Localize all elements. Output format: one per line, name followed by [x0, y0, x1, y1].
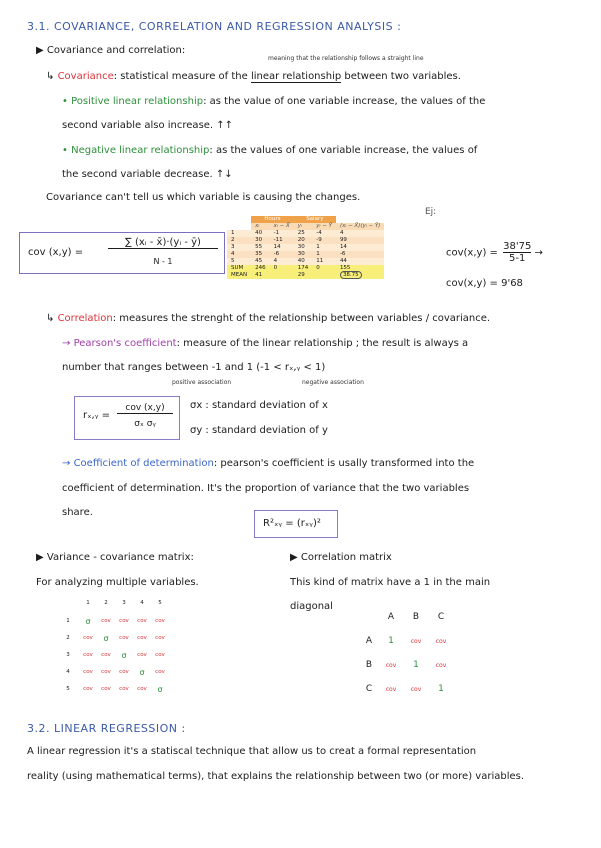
arrow-bullet-icon: → — [62, 338, 71, 349]
table-cell: -4 — [312, 230, 336, 237]
matrix-cell: σ — [85, 617, 91, 626]
pearson-label: Pearson's coefficient — [73, 338, 177, 349]
col-header: (xᵢ − X̄)(yᵢ − Ȳ) — [336, 223, 384, 230]
table-cell: 30 — [294, 251, 313, 258]
matrix-cell: 1 — [438, 684, 444, 694]
matrix-cell: σ — [103, 634, 109, 643]
table-cell: 99 — [336, 237, 384, 244]
correlation-def: : measures the strenght of the relationship between variables / covariance. — [112, 313, 491, 324]
pearson-lhs: rₓ,ᵧ = — [83, 410, 111, 421]
table-cell: 246 — [251, 265, 270, 272]
negative-relationship-line1 — [62, 145, 477, 156]
table-cell: 55 — [251, 244, 270, 251]
matrix-cell: cov — [137, 618, 147, 624]
determination-line2: coefficient of determination. It's the proportion of variance that the two variables — [62, 483, 470, 494]
hours-header: Hours — [251, 216, 294, 223]
triangle-bullet-icon: ▶ — [36, 45, 44, 56]
correlation-matrix-title — [290, 552, 392, 563]
table-cell: -11 — [270, 237, 294, 244]
matrix-cell: σ — [157, 685, 163, 694]
table-row — [227, 258, 384, 265]
correlation-matrix-text-2: diagonal — [290, 601, 333, 612]
table-cell: 40 — [294, 258, 313, 265]
positive-association-note: negative association — [302, 379, 364, 386]
table-cell: 0 — [270, 265, 294, 272]
table-cell: 40 — [251, 230, 270, 237]
col-header: xᵢ — [251, 223, 270, 230]
return-arrow-icon: ↳ — [46, 71, 55, 82]
cm-title-text: Correlation matrix — [300, 552, 392, 563]
bullet-covariance-correlation — [36, 45, 185, 56]
formula-lhs: cov (x,y) = — [28, 247, 84, 258]
table-cell: 1 — [312, 251, 336, 258]
determination-text-a: : pearson's coefficient is usally transformed into the — [213, 458, 475, 469]
table-cell: 35 — [251, 251, 270, 258]
right-arrow-icon: → — [534, 247, 543, 259]
table-cell: -6 — [270, 251, 294, 258]
r-squared-box — [254, 510, 338, 538]
table-cell: 174 — [294, 265, 313, 272]
determination-line3: share. — [62, 507, 93, 518]
table-cell: 29 — [294, 272, 313, 279]
table-cell: 30 — [294, 244, 313, 251]
covariance-def-a: : statistical measure of the — [113, 71, 248, 82]
matrix-cell: cov — [410, 686, 422, 693]
table-cell: 5 — [227, 258, 251, 265]
matrix-cell: 1 — [388, 636, 394, 646]
matrix-cell: cov — [385, 686, 397, 693]
pearson-line1 — [62, 338, 468, 349]
bullet-dot-icon: • — [62, 96, 68, 107]
matrix-cell: σ — [139, 668, 145, 677]
table-row — [227, 251, 384, 258]
table-cell: 1 — [227, 230, 251, 237]
linear-relationship-term: linear relationship — [250, 71, 342, 82]
vc-title-text: Variance - covariance matrix: — [46, 552, 194, 563]
example-result-2: cov(x,y) = 9'68 — [446, 278, 523, 289]
bullet-label: Covariance and correlation: — [46, 45, 186, 56]
table-cell — [312, 272, 336, 279]
example-label: Ej: — [425, 207, 437, 217]
negative-relationship-line2: the second variable decrease. ↑↓ — [62, 169, 233, 180]
negative-label: Negative linear relationship — [71, 145, 210, 156]
matrix-row-header: B — [365, 660, 373, 670]
positive-relationship-line2: second variable also increase. ↑↑ — [62, 120, 234, 131]
matrix-row-header: 5 — [66, 686, 70, 692]
sum-row — [227, 265, 384, 272]
matrix-cell: cov — [119, 618, 129, 624]
matrix-cell: cov — [137, 686, 147, 692]
matrix-cell: cov — [101, 686, 111, 692]
covariance-formula-box — [19, 232, 225, 274]
matrix-cell: cov — [101, 669, 111, 675]
matrix-cell: cov — [83, 635, 93, 641]
positive-label: Positive linear relationship — [71, 96, 204, 107]
variance-covariance-title — [36, 552, 194, 563]
covariance-definition — [46, 71, 461, 82]
table-cell: 44 — [336, 258, 384, 265]
table-cell: 11 — [312, 258, 336, 265]
matrix-col-header: 1 — [86, 600, 90, 606]
table-cell: SUM — [227, 265, 251, 272]
r-squared-formula: R²ₓᵧ = (rₓᵧ)² — [263, 518, 321, 529]
matrix-cell: cov — [137, 635, 147, 641]
triangle-bullet-icon: ▶ — [290, 552, 298, 563]
table-cell: -6 — [336, 251, 384, 258]
table-cell — [270, 272, 294, 279]
example-fraction — [503, 241, 531, 264]
table-cell: 4 — [227, 251, 251, 258]
correlation-definition — [46, 313, 490, 324]
table-row — [227, 230, 384, 237]
salary-header: Salary — [294, 216, 336, 223]
table-cell: 0 — [312, 265, 336, 272]
matrix-col-header: B — [412, 612, 420, 622]
circled-value: 38.75 — [340, 271, 362, 279]
negative-association-note: positive association — [172, 379, 232, 386]
correlation-matrix-text-1: This kind of matrix have a 1 in the main — [290, 577, 491, 588]
matrix-cell: cov — [410, 638, 422, 645]
covariance-note: Covariance can't tell us which variable is causing the changes. — [46, 192, 361, 203]
covariance-data-table — [227, 216, 384, 279]
table-cell: 4 — [270, 258, 294, 265]
matrix-row-header: 3 — [66, 652, 70, 658]
mean-product-cell — [336, 272, 384, 279]
matrix-col-header: 4 — [140, 600, 144, 606]
matrix-row-header: C — [365, 684, 373, 694]
matrix-cell: cov — [119, 635, 129, 641]
formula-numerator: ∑ (xᵢ - x̄)·(yᵢ - ȳ) — [108, 237, 218, 249]
matrix-cell: cov — [155, 669, 165, 675]
matrix-row-header: 4 — [66, 669, 70, 675]
matrix-cell: cov — [155, 618, 165, 624]
variance-covariance-matrix — [60, 600, 180, 700]
regression-text-2: reality (using mathematical terms), that explains the relationship between two (or more) variables. — [27, 771, 525, 782]
section-title-1: 3.1. COVARIANCE, CORRELATION AND REGRESSION ANALYSIS : — [27, 20, 402, 33]
arrow-bullet-icon: → — [62, 458, 71, 469]
pearson-line2: number that ranges between -1 and 1 (-1 < rₓ,ᵧ < 1) — [62, 362, 326, 373]
negative-text-a: : as the values of one variable increase, the values of — [209, 145, 478, 156]
table-cell: -1 — [270, 230, 294, 237]
table-cell: 45 — [251, 258, 270, 265]
table-cell: 1 — [312, 244, 336, 251]
matrix-cell: cov — [101, 652, 111, 658]
matrix-col-header: 3 — [122, 600, 126, 606]
matrix-col-header: 2 — [104, 600, 108, 606]
example-numerator: 38'75 — [503, 241, 532, 252]
positive-text-a: : as the value of one variable increase, the values of the — [203, 96, 486, 107]
matrix-cell: cov — [155, 635, 165, 641]
table-cell: 2 — [227, 237, 251, 244]
positive-relationship-line1 — [62, 96, 485, 107]
covariance-label: Covariance — [57, 71, 114, 82]
sigma-x-definition: σx : standard deviation of x — [190, 400, 328, 411]
mean-row — [227, 272, 384, 279]
pearson-numerator: cov (x,y) — [117, 403, 173, 414]
matrix-cell: cov — [155, 652, 165, 658]
table-cell: -9 — [312, 237, 336, 244]
table-cell: MEAN — [227, 272, 251, 279]
matrix-cell: cov — [137, 652, 147, 658]
table-cell: 20 — [294, 237, 313, 244]
matrix-col-header: C — [437, 612, 445, 622]
table-cell: 14 — [336, 244, 384, 251]
formula-denominator: N - 1 — [153, 257, 173, 266]
table-cell: 41 — [251, 272, 270, 279]
table-row — [227, 237, 384, 244]
matrix-cell: cov — [83, 669, 93, 675]
pearson-text-a: : measure of the linear relationship ; the result is always a — [176, 338, 469, 349]
return-arrow-icon: ↳ — [46, 313, 55, 324]
example-result-1 — [446, 241, 543, 264]
example-denominator: 5-1 — [509, 253, 526, 264]
matrix-cell: cov — [119, 686, 129, 692]
matrix-cell: 1 — [413, 660, 419, 670]
table-cell: 155 — [336, 265, 384, 272]
sigma-y-definition: σy : standard deviation of y — [190, 425, 328, 436]
matrix-row-header: A — [365, 636, 373, 646]
covariance-annotation: meaning that the relationship follows a straight line — [268, 55, 424, 62]
matrix-cell: cov — [119, 669, 129, 675]
table-cell: 25 — [294, 230, 313, 237]
matrix-row-header: 2 — [66, 635, 70, 641]
determination-line1 — [62, 458, 474, 469]
matrix-col-header: A — [387, 612, 395, 622]
matrix-col-header: 5 — [158, 600, 162, 606]
triangle-bullet-icon: ▶ — [36, 552, 44, 563]
matrix-cell: cov — [435, 638, 447, 645]
section-title-2: 3.2. LINEAR REGRESSION : — [27, 722, 186, 735]
col-header: xᵢ − X̄ — [270, 223, 294, 230]
table-cell: 4 — [336, 230, 384, 237]
regression-text-1: A linear regression it's a statiscal technique that allow us to creat a formal representation — [27, 746, 477, 757]
pearson-formula-box — [74, 396, 180, 440]
determination-label: Coefficient of determination — [73, 458, 214, 469]
matrix-row-header: 1 — [66, 618, 70, 624]
matrix-cell: cov — [385, 662, 397, 669]
matrix-cell: cov — [101, 618, 111, 624]
table-row — [227, 244, 384, 251]
matrix-cell: cov — [435, 662, 447, 669]
bullet-dot-icon: • — [62, 145, 68, 156]
correlation-matrix — [358, 612, 468, 702]
matrix-cell: cov — [83, 652, 93, 658]
correlation-label: Correlation — [57, 313, 113, 324]
pearson-denominator: σₓ σᵧ — [134, 419, 156, 429]
example-lhs: cov(x,y) = — [446, 247, 498, 259]
table-cell: 14 — [270, 244, 294, 251]
variance-covariance-text: For analyzing multiple variables. — [36, 577, 199, 588]
table-cell: 30 — [251, 237, 270, 244]
col-header: yᵢ — [294, 223, 313, 230]
matrix-cell: σ — [121, 651, 127, 660]
matrix-cell: cov — [83, 686, 93, 692]
covariance-def-c: between two variables. — [344, 71, 461, 82]
table-cell: 3 — [227, 244, 251, 251]
col-header: yᵢ − Ȳ — [312, 223, 336, 230]
